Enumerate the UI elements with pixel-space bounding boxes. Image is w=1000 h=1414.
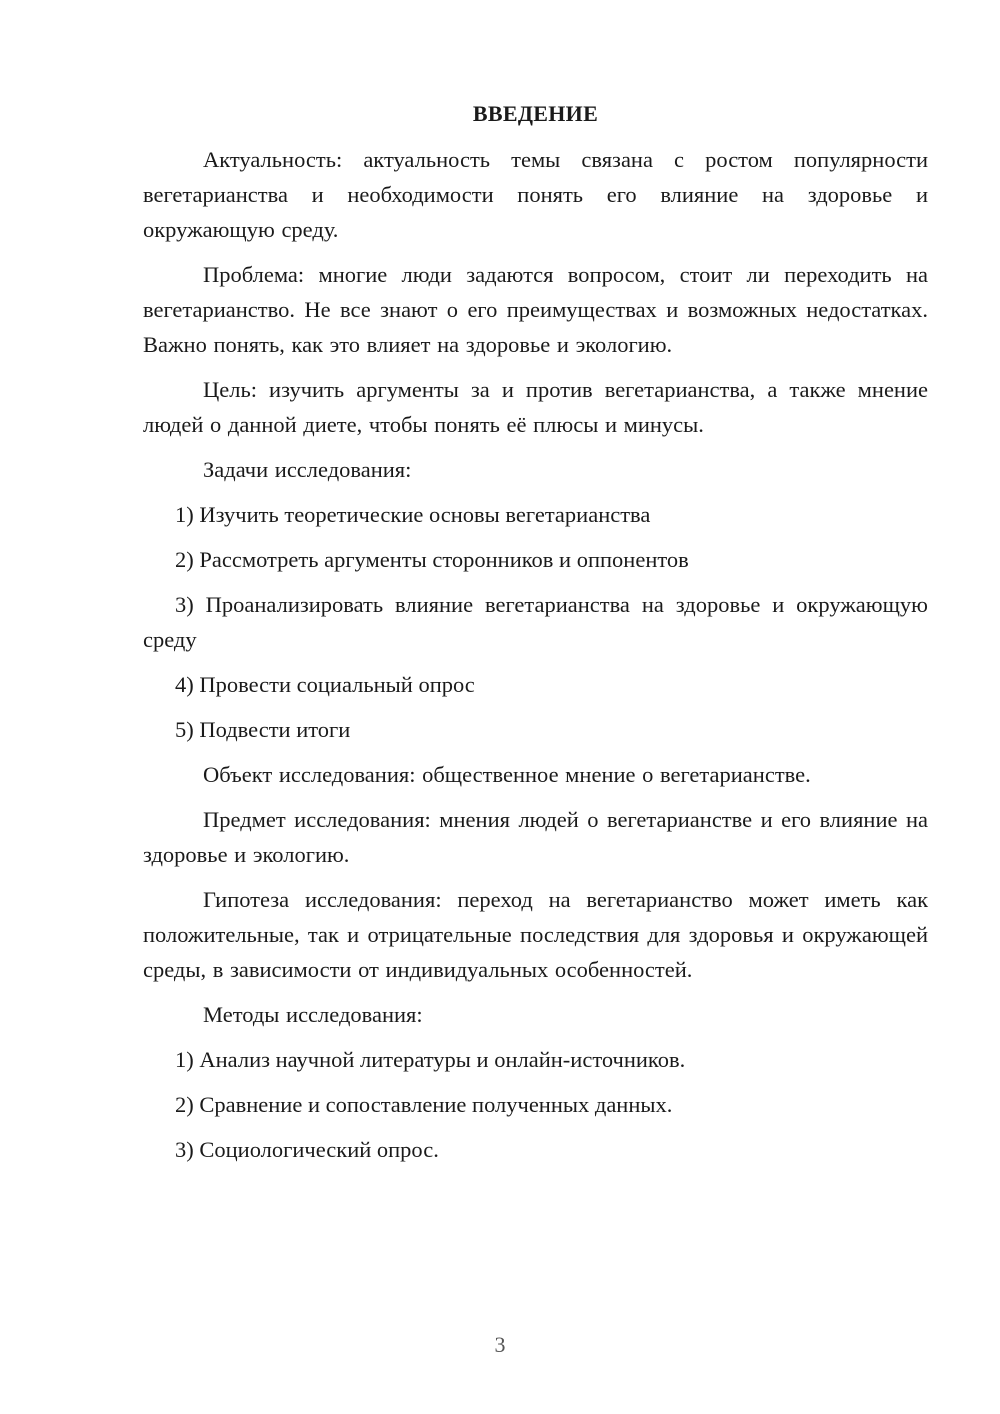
section-heading: ВВЕДЕНИЕ — [472, 101, 599, 126]
relevance-paragraph: Актуальность: актуальность темы связана с ростом популярности вегетарианства и необходимости понять его влияние на здоровье и окружающую среду. — [143, 147, 928, 242]
subject-paragraph: Предмет исследования: мнения людей о вегетарианстве и его влияние на здоровье и экологию. — [143, 807, 928, 867]
task-item: 5) Подвести итоги — [175, 717, 351, 742]
tasks-heading: Задачи исследования: — [203, 457, 412, 482]
page-number: 3 — [494, 1332, 506, 1357]
problem-paragraph: Проблема: многие люди задаются вопросом, стоит ли переходить на вегетарианство. Не все знают о его преимуществах и возможных недостатках. Важно понять, как это влияет на здоровье и экологию. — [143, 262, 928, 357]
task-item: 4) Провести социальный опрос — [175, 672, 475, 697]
methods-heading: Методы исследования: — [203, 1002, 423, 1027]
method-item: 1) Анализ научной литературы и онлайн-источников. — [175, 1047, 686, 1072]
object-paragraph: Объект исследования: общественное мнение о вегетарианстве. — [203, 762, 811, 787]
task-item: 1) Изучить теоретические основы вегетарианства — [175, 502, 651, 527]
task-item: 2) Рассмотреть аргументы сторонников и оппонентов — [175, 547, 689, 572]
method-item: 3) Социологический опрос. — [175, 1137, 439, 1162]
task-item: 3) Проанализировать влияние вегетарианства на здоровье и окружающую среду — [143, 592, 928, 652]
document-page — [143, 96, 928, 1177]
method-item: 2) Сравнение и сопоставление полученных данных. — [175, 1092, 673, 1117]
goal-paragraph: Цель: изучить аргументы за и против вегетарианства, а также мнение людей о данной диете, чтобы понять её плюсы и минусы. — [143, 377, 928, 437]
hypothesis-paragraph: Гипотеза исследования: переход на вегетарианство может иметь как положительные, так и отрицательные последствия для здоровья и окружающей среды, в зависимости от индивидуальных особенностей. — [143, 887, 928, 982]
